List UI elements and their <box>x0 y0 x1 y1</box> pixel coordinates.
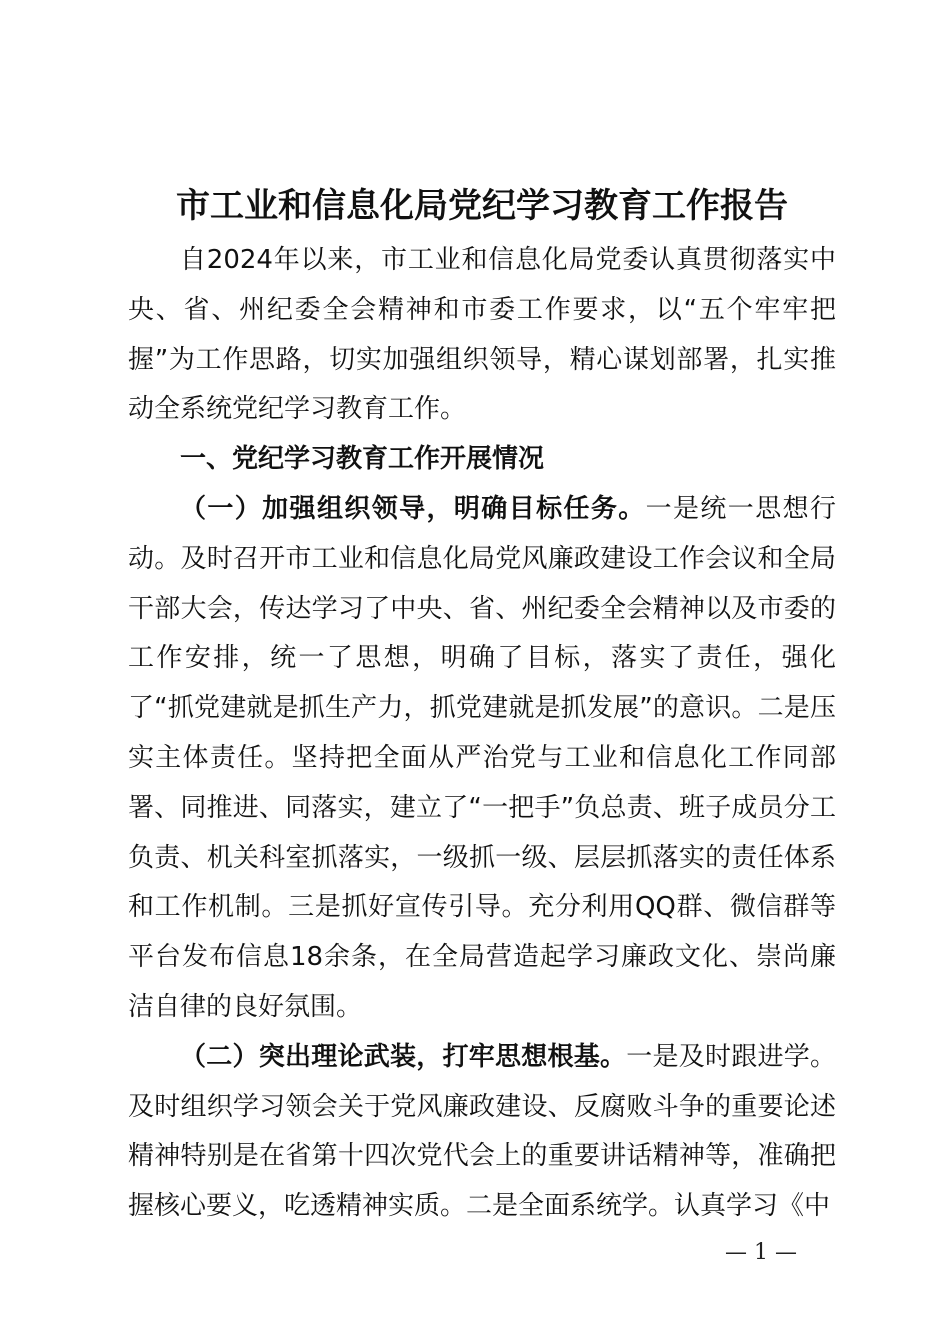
page-number: — 1 — <box>725 1240 797 1265</box>
item-two-lead: （二）突出理论武装，打牢思想根基。 <box>180 1041 627 1072</box>
item-two-text: 一是及时跟进学。及时组织学习领会关于党风廉政建设、反腐败斗争的重要论述精神特别是在省第十四次党代会上的重要讲话精神等，准确把握核心要义，吃透精神实质。二是全面系统学。认真学习《中 <box>128 1041 836 1222</box>
intro-paragraph: 自2024年以来，市工业和信息化局党委认真贯彻落实中央、省、州纪委全会精神和市委工作要求，以“五个牢牢把握”为工作思路，切实加强组织领导，精心谋划部署，扎实推动全系统党纪学习教育工作。 <box>128 245 836 425</box>
item-one-text: 一是统一思想行动。及时召开市工业和信息化局党风廉政建设工作会议和全局干部大会，传达学习了中央、省、州纪委全会精神以及市委的工作安排，统一了思想，明确了目标，落实了责任，强化了“抓党建就是抓生产力，抓党建就是抓发展”的意识。二是压实主体责任。坚持把全面从严治党与工业和信息化工作同部署、同推进、同落实，建立了“一把手”负总责、班子成员分工负责、机关科室抓落实，一级抓一级、层层抓落实的责任体系和工作机制。三是抓好宣传引导。充分利用QQ群、微信群等平台发布信息18余条，在全局营造起学习廉政文化、崇尚廉洁自律的良好氛围。 <box>128 493 836 1022</box>
item-one-lead: （一）加强组织领导，明确目标任务。 <box>180 493 646 524</box>
document-page <box>128 176 836 1232</box>
item-one-paragraph <box>128 485 836 1033</box>
document-title: 市工业和信息化局党纪学习教育工作报告 <box>176 186 788 226</box>
item-two-paragraph <box>128 1033 836 1232</box>
section-heading: 一、党纪学习教育工作开展情况 <box>180 444 545 475</box>
